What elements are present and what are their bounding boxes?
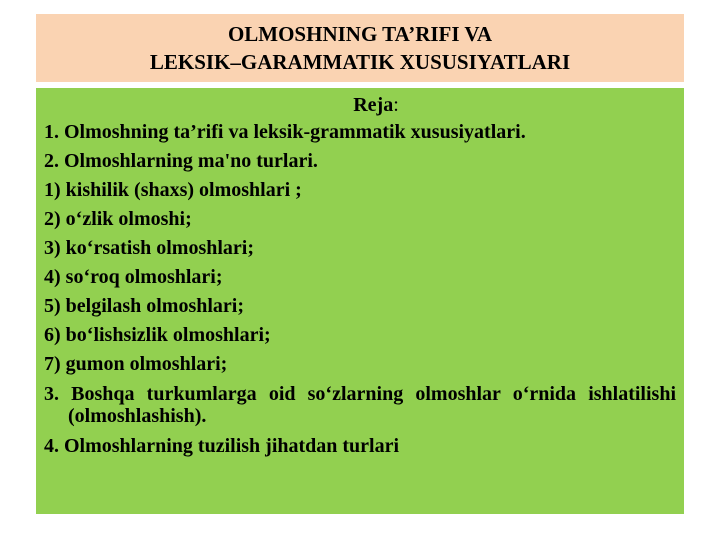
plan-item: 4. Olmoshlarning tuzilish jihatdan turlari <box>44 435 400 457</box>
title-line-1: OLMOSHNING TA’RIFI VA <box>227 22 493 46</box>
plan-subitem: 4) so‘roq olmoshlari; <box>44 266 223 288</box>
plan-heading-colon: : <box>393 94 399 116</box>
plan-item: 3. Boshqa turkumlarga oid so‘zlarning olmoshlar o‘rnida ishlatilishi (olmoshlashish). <box>44 383 676 427</box>
plan-heading <box>44 92 676 118</box>
title-line-2: LEKSIK–GARAMMATIK XUSUSIYATLARI <box>149 50 571 74</box>
plan-subitem: 2) o‘zlik olmoshi; <box>44 208 192 230</box>
plan-subitem: 3) ko‘rsatish olmoshlari; <box>44 237 254 259</box>
plan-subitem: 7) gumon olmoshlari; <box>44 353 228 375</box>
plan-subitem: 1) kishilik (shaxs) olmoshlari ; <box>44 179 302 201</box>
plan-subitem: 5) belgilash olmoshlari; <box>44 295 245 317</box>
plan-box <box>36 88 684 514</box>
plan-item: 1. Olmoshning ta’rifi va leksik-grammatik xususiyatlari. <box>44 121 526 143</box>
plan-heading-text: Reja <box>353 94 394 116</box>
plan-subitem: 6) bo‘lishsizlik olmoshlari; <box>44 324 271 346</box>
title-box <box>36 14 684 82</box>
plan-item: 2. Olmoshlarning ma'no turlari. <box>44 150 318 172</box>
